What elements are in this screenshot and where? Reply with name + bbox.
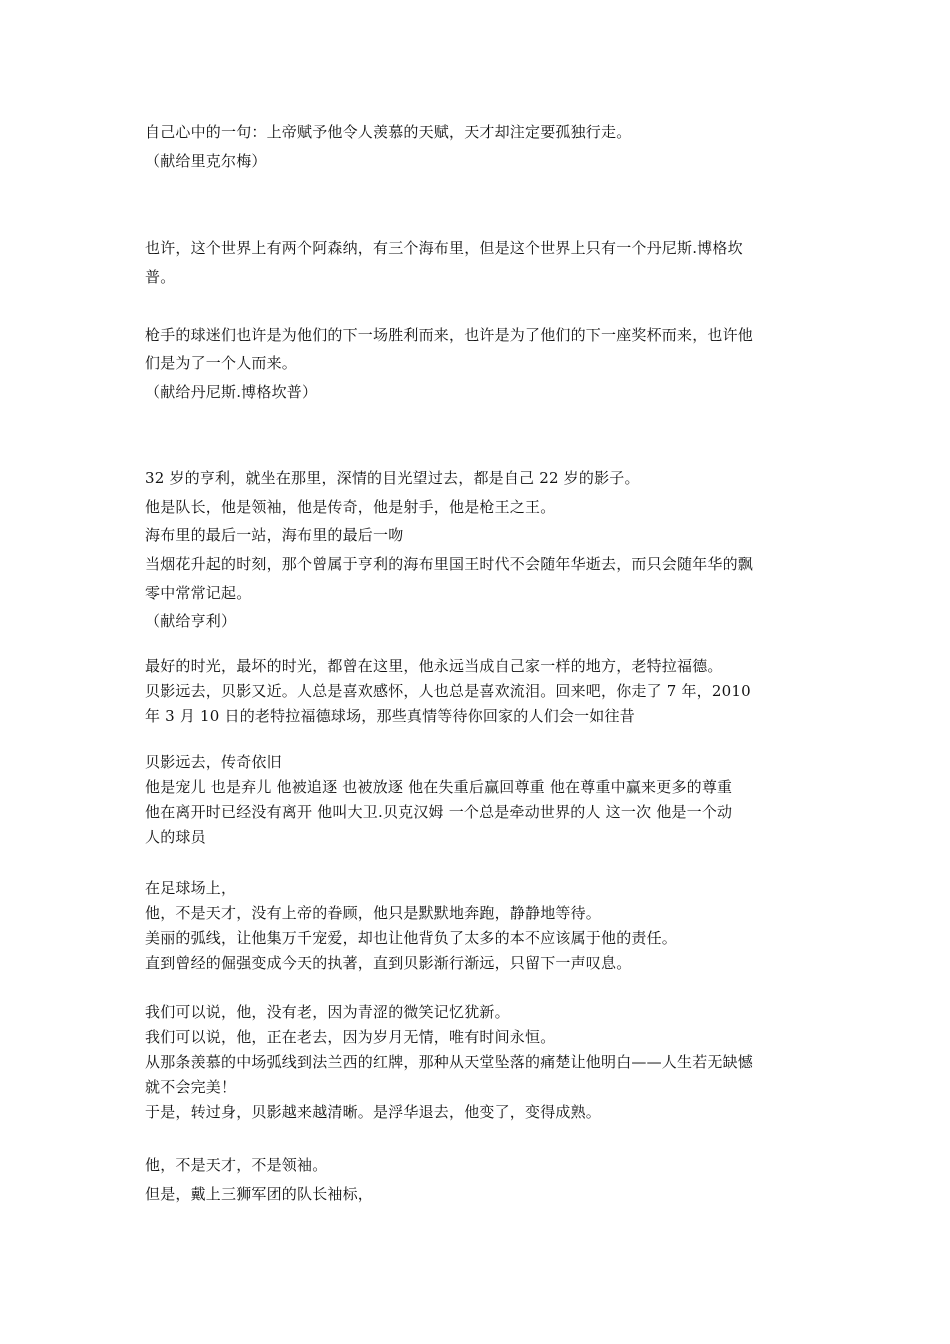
text-line: 他在离开时已经没有离开 他叫大卫.贝克汉姆 一个总是牵动世界的人 这一次 他是一个动 [145,803,733,821]
text-line: 最好的时光，最坏的时光，都曾在这里，他永远当成自己家一样的地方，老特拉福德。 [145,657,723,675]
text-line: 人的球员 [145,828,206,846]
text-line: 枪手的球迷们也许是为他们的下一场胜利而来，也许是为了他们的下一座奖杯而来，也许他 [145,326,754,344]
text-line: 也许，这个世界上有两个阿森纳，有三个海布里，但是这个世界上只有一个丹尼斯.博格坎 [145,239,743,257]
text-line: 我们可以说，他，没有老，因为青涩的微笑记忆犹新。 [145,1003,510,1021]
text-line: 他是宠儿 也是弃儿 他被追逐 也被放逐 他在失重后赢回尊重 他在尊重中赢来更多的尊重 [145,778,733,796]
text-line: 但是，戴上三狮军团的队长袖标， [145,1185,374,1203]
text-line: 贝影远去，传奇依旧 [145,753,282,771]
text-line: 于是，转过身，贝影越来越清晰。是浮华退去，他变了，变得成熟。 [145,1103,602,1121]
text-line: 当烟花升起的时刻，那个曾属于亨利的海布里国王时代不会随年华逝去，而只会随年华的飘 [145,555,754,573]
text-line: 我们可以说，他，正在老去，因为岁月无情，唯有时间永恒。 [145,1028,556,1046]
text-line: 就不会完美！ [145,1078,237,1096]
text-line: 年 3 月 10 日的老特拉福德球场，那些真情等待你回家的人们会一如往昔 [145,707,635,725]
text-line: 在足球场上， [145,879,237,897]
text-line: 32 岁的亨利，就坐在那里，深情的目光望过去，都是自己 22 岁的影子。 [145,469,640,487]
dedication-line: （献给亨利） [145,612,237,630]
text-line: 他，不是天才，不是领袖。 [145,1156,328,1174]
text-line: 他，不是天才，没有上帝的眷顾，他只是默默地奔跑，静静地等待。 [145,904,602,922]
text-line: 海布里的最后一站，海布里的最后一吻 [145,526,404,544]
text-line: 零中常常记起。 [145,584,252,602]
text-line: 他是队长，他是领袖，他是传奇，他是射手，他是枪王之王。 [145,498,556,516]
text-line: 贝影远去，贝影又近。人总是喜欢感怀，人也总是喜欢流泪。回来吧，你走了 7 年，2010 [145,682,751,700]
text-line: 直到曾经的倔强变成今天的执著，直到贝影渐行渐远，只留下一声叹息。 [145,954,632,972]
text-line: 们是为了一个人而来。 [145,354,298,372]
text-line: 普。 [145,268,176,286]
dedication-line: （献给里克尔梅） [145,152,267,170]
text-line: 自己心中的一句：上帝赋予他令人羡慕的天赋，天才却注定要孤独行走。 [145,123,632,141]
text-line: 美丽的弧线，让他集万千宠爱，却也让他背负了太多的本不应该属于他的责任。 [145,929,678,947]
text-line: 从那条羡慕的中场弧线到法兰西的红牌，那种从天堂坠落的痛楚让他明白——人生若无缺憾 [145,1053,754,1071]
dedication-line: （献给丹尼斯.博格坎普） [145,383,318,401]
